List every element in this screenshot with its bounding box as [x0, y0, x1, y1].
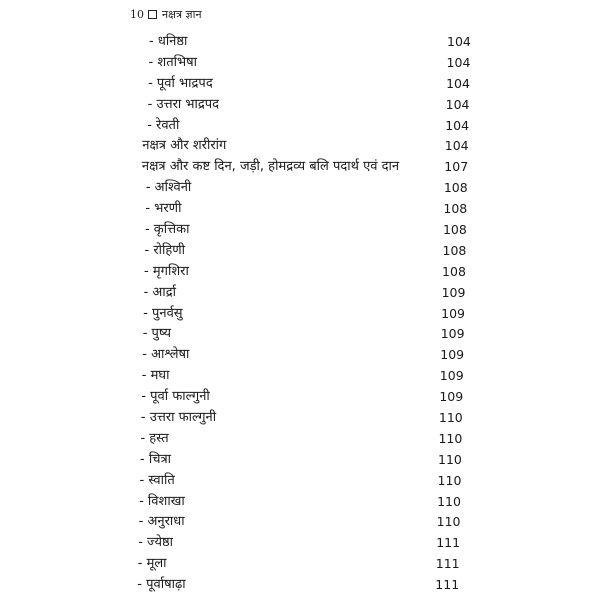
toc-entry-title: नक्षत्र और शरीरांग — [142, 138, 227, 154]
toc-entry-page: 110 — [436, 514, 461, 530]
toc-entry — [0, 157, 600, 178]
toc-entry-title: - पुनर्वसु — [143, 305, 183, 321]
square-bullet-icon — [148, 10, 157, 19]
toc-entry-title: - पूर्वा फाल्गुनी — [141, 389, 210, 405]
toc-entry-page: 107 — [444, 159, 469, 175]
toc-entry-title: नक्षत्र और कष्ट दिन, जड़ी, होमद्रव्य बलि पदार्थ एवं दान — [141, 159, 400, 175]
toc-entry — [0, 136, 600, 157]
toc-entry — [0, 450, 600, 471]
toc-entry-title: - रेवती — [147, 117, 180, 133]
toc-entry — [0, 116, 600, 137]
toc-entry-page: 104 — [444, 138, 469, 154]
toc-entry-title: - धनिष्ठा — [149, 34, 188, 49]
toc-entry — [0, 575, 600, 596]
toc-entry-page: 111 — [436, 535, 461, 551]
toc-entry-page: 110 — [437, 493, 461, 509]
toc-entry — [0, 178, 600, 199]
toc-entry-page: 109 — [439, 389, 464, 405]
toc-entry — [0, 74, 600, 95]
toc-entry-page: 104 — [445, 96, 470, 112]
toc-entry-title: - रोहिणी — [144, 242, 186, 258]
toc-entry-page: 110 — [438, 410, 463, 426]
toc-entry — [0, 199, 600, 220]
toc-entry-page: 109 — [439, 368, 464, 384]
toc-entry-page: 109 — [441, 305, 465, 321]
toc-entry-page: 108 — [442, 263, 466, 279]
toc-entry — [0, 408, 600, 429]
toc-entry — [0, 95, 600, 116]
toc-entry-title: - उत्तरा भाद्रपद — [147, 96, 220, 112]
toc-entry — [0, 554, 600, 575]
toc-entry-title: - विशाखा — [139, 493, 185, 509]
toc-entry — [0, 53, 600, 74]
toc-entry — [0, 387, 600, 408]
toc-entry-page: 110 — [438, 451, 462, 467]
toc-entry-title: - भरणी — [145, 201, 182, 217]
toc-entry-title: - आर्द्रा — [143, 284, 176, 300]
toc-entry-title: - पूर्वाषाढ़ा — [137, 577, 186, 593]
toc-entry-title: - शतभिषा — [148, 54, 198, 70]
book-title: नक्षत्र ज्ञान — [162, 7, 202, 21]
toc-entry-page: 104 — [446, 54, 471, 70]
toc-entry — [0, 32, 600, 53]
toc-entry-title: - पूर्वा भाद्रपद — [148, 75, 213, 91]
toc-entry-page: 108 — [443, 201, 468, 217]
toc-entry-title: - मघा — [141, 368, 170, 384]
toc-entry — [0, 512, 600, 533]
toc-entry-page: 111 — [435, 556, 460, 572]
toc-entry — [0, 324, 600, 345]
table-of-contents — [0, 32, 600, 596]
toc-entry-title: - ज्येष्ठा — [138, 535, 174, 551]
toc-entry-title: - अश्विनी — [145, 180, 192, 196]
toc-entry-title: - कृत्तिका — [144, 222, 190, 238]
toc-entry-page: 109 — [441, 284, 466, 300]
toc-entry — [0, 366, 600, 387]
toc-entry-page: 110 — [438, 430, 463, 446]
toc-entry-page: 108 — [442, 242, 467, 258]
toc-entry-page: 109 — [440, 326, 465, 342]
toc-entry-page: 111 — [435, 577, 460, 593]
toc-entry — [0, 283, 600, 304]
toc-entry-title: - पुष्य — [142, 326, 172, 342]
toc-entry-page: 104 — [445, 117, 470, 133]
toc-entry-title: - मृगशिरा — [144, 263, 189, 279]
toc-entry — [0, 492, 600, 513]
toc-entry — [0, 533, 600, 554]
toc-entry — [0, 262, 600, 283]
toc-entry — [0, 220, 600, 241]
toc-entry-page: 109 — [440, 347, 465, 363]
toc-entry-title: - हस्त — [140, 430, 169, 446]
toc-entry-title: - आश्लेषा — [142, 347, 190, 363]
toc-entry — [0, 304, 600, 325]
toc-entry-page: 108 — [442, 222, 467, 238]
toc-entry-title: - मूला — [137, 556, 167, 572]
toc-entry — [0, 429, 600, 450]
toc-entry-title: - चित्रा — [140, 451, 171, 467]
toc-entry — [0, 471, 600, 492]
toc-entry-page: 104 — [447, 34, 471, 49]
toc-entry-page: 108 — [443, 180, 468, 196]
page-number: 10 — [130, 7, 144, 21]
toc-entry-title: - अनुराधा — [138, 514, 185, 530]
toc-entry-title: - स्वाति — [139, 472, 175, 488]
toc-entry-page: 104 — [446, 75, 470, 91]
toc-entry-title: - उत्तरा फाल्गुनी — [140, 410, 217, 426]
toc-entry — [0, 345, 600, 366]
toc-entry — [0, 241, 600, 262]
running-header — [130, 4, 202, 24]
toc-entry-page: 110 — [437, 472, 462, 488]
